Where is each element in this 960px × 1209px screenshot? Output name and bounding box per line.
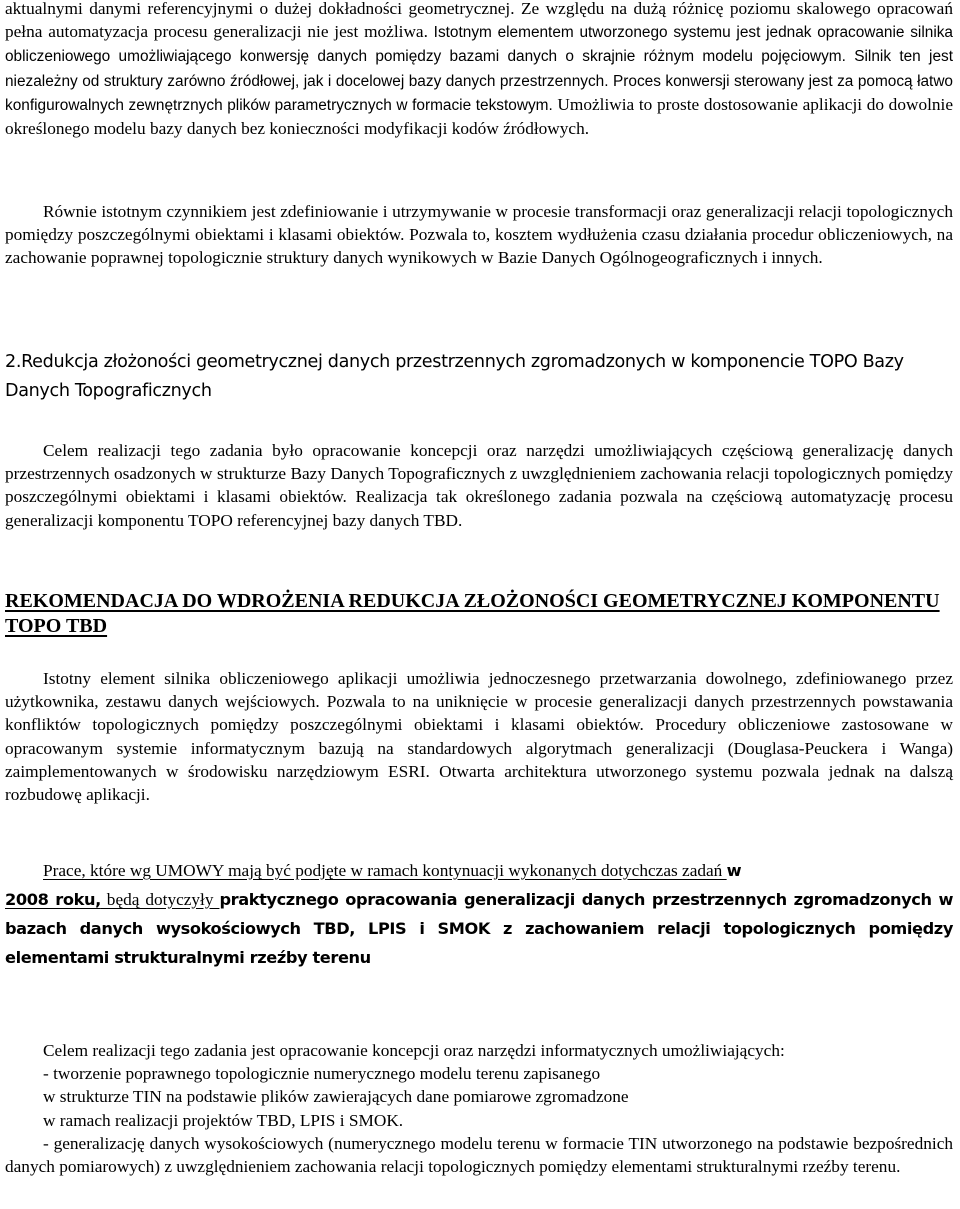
intro-text-serif: aktualnymi danymi referencyjnymi o dużej dokładności geometrycznej. Ze względu na dużą różnicę poziomu skalowego opracowań pełna automatyzacja procesu generalizacji nie jest możliwa. bbox=[5, 0, 953, 42]
section-2-heading: 2.Redukcja złożoności geometrycznej danych przestrzennych zgromadzonych w komponencie TOPO Bazy Danych Topograficznych bbox=[5, 352, 904, 401]
intro-paragraph bbox=[5, 0, 953, 140]
intro-sentence-4: Umożliwia to proste dostosowanie aplikacji do dowolnie określonego modelu bazy danych bez konieczności modyfikacji kodów źródłowych. bbox=[5, 94, 953, 139]
prace-bold-text: praktycznego opracowania generalizacji danych przestrzennych zgromadzonych w bazach danych wysokościowych TBD, LPIS i SMOK z zachowaniem relacji topologicznych pomiędzy elementami strukturalnymi rzeźby terenu bbox=[5, 890, 954, 967]
intro-sentence-3: Proces konwersji sterowany jest za pomocą łatwo konfigurowalnych zewnętrznych plików parametrycznych w formacie tekstowym. bbox=[5, 72, 953, 114]
recommendation-body: Istotny element silnika obliczeniowego aplikacji umożliwia jednoczesnego przetwarzania dowolnego, zdefiniowanego przez użytkownika, zestawu danych wejściowych. Pozwala to na uniknięcie w procesie generalizacji danych przestrzennych powstawania konfliktów topologicznych pomiędzy poszczególnymi obiektami i klasami obiektów. Procedury obliczeniowe zastosowane w opracowanym systemie informatycznym bazują na standardowych algorytmach generalizacji (Douglasa-Peuckera i Wanga) zaimplementowanych w środowisku narzędziowym ESRI. Otwarta architektura utworzonego systemu pozwala jednak na dalszą rozbudowę aplikacji. bbox=[5, 669, 953, 805]
list-item-1-line-2: w strukturze TIN na podstawie plików zawierających dane pomiarowe zgromadzone bbox=[43, 1087, 629, 1107]
intro-text-sans: Istotnym elementem utworzonego systemu jest jednak opracowanie silnika obliczeniowego umożliwiającego konwersję danych pomiędzy bazami danych o skrajnie różnym modelu pojęciowym. bbox=[5, 24, 953, 66]
final-intro: Celem realizacji tego zadania jest opracowanie koncepcji oraz narzędzi informatycznych umożliwiających: bbox=[43, 1041, 785, 1060]
prace-intro-text: Prace, które wg UMOWY mają być podjęte w ramach kontynuacji wykonanych dotychczas zadań bbox=[43, 861, 727, 880]
section-2-body: Celem realizacji tego zadania było opracowanie koncepcji oraz narzędzi umożliwiających częściową generalizację danych przestrzennych osadzonych w strukturze Bazy Danych Topograficznych z uwzględnieniem zachowania relacji topologicznych pomiędzy poszczególnymi obiektami i klasami obiektów. Realizacja tak określonego zadania pozwala na częściową automatyzację procesu generalizacji komponentu TOPO referencyjnej bazy danych TBD. bbox=[5, 441, 953, 530]
paragraph-2: Równie istotnym czynnikiem jest zdefiniowanie i utrzymywanie w procesie transformacji oraz generalizacji relacji topologicznych pomiędzy poszczególnymi obiektami i klasami obiektów. Pozwala to, kosztem wydłużenia czasu działania procedur obliczeniowych, na zachowanie poprawnej topologicznie struktury danych wynikowych w Bazie Danych Ogólnogeograficznych i innych. bbox=[5, 202, 953, 268]
recommendation-section bbox=[5, 589, 953, 639]
section-2 bbox=[5, 348, 953, 406]
recommendation-body-block bbox=[5, 667, 953, 806]
prace-w: w bbox=[726, 861, 742, 880]
prace-middle-text: będą dotyczyły bbox=[100, 890, 220, 909]
intro-block bbox=[5, 0, 953, 140]
recommendation-heading: REKOMENDACJA DO WDROŻENIA REDUKCJA ZŁOŻONOŚCI GEOMETRYCZNEJ KOMPONENTU TOPO TBD bbox=[5, 590, 940, 637]
list-item-1-line-1: - tworzenie poprawnego topologicznie numerycznego modelu terenu zapisanego bbox=[43, 1064, 601, 1084]
prace-paragraph bbox=[5, 856, 953, 972]
intro-sentence-2: Silnik ten jest niezależny od struktury zarówno źródłowej, jak i docelowej bazy danych przestrzennych. bbox=[5, 48, 954, 90]
prace-year: 2008 roku, bbox=[5, 890, 101, 909]
paragraph-2-block bbox=[5, 200, 953, 270]
list-item-1-line-3: w ramach realizacji projektów TBD, LPIS i SMOK. bbox=[43, 1110, 404, 1130]
section-2-body-block bbox=[5, 439, 953, 532]
list-item-2: - generalizację danych wysokościowych (numerycznego modelu terenu w formacie TIN utworzonego na podstawie bezpośrednich danych pomiarowych) z uwzględnieniem zachowania relacji topologicznych pomiędzy elementami strukturalnymi rzeźby terenu. bbox=[5, 1133, 953, 1177]
final-section bbox=[5, 1039, 953, 1178]
prace-block bbox=[5, 856, 953, 972]
